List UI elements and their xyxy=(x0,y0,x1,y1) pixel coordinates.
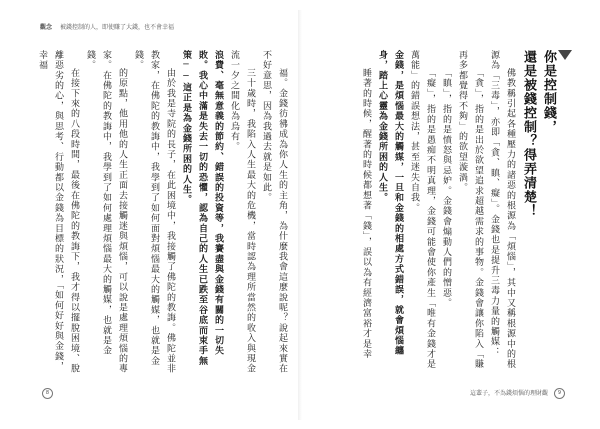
emphasis-paragraph: 浪費、毫無意義的節約、錯誤的投資等，我賽盡與金錢有關的一切失敗。我心中滿是失去一切的恐懼，認為自己的人生已跌至谷底而束手無策──這正是為金錢所困的人生。 xyxy=(181,50,223,367)
paragraph: 「癡」，指的是愚痴不明真理，金錢可能會使你產生「唯有金錢才是萬能」的錯誤想法，甚至迷失自我。 xyxy=(409,50,435,370)
left-page-footer xyxy=(38,388,53,399)
paragraph: 的原點，他用他的人生正面去接觸迷與煩惱，可以說是處理煩惱的專家。在佛陀的教誨中，我學到了如何處理煩惱最大的觸媒，也就是金錢。 xyxy=(85,50,127,374)
paragraph: 佛教稱引起各種壓力的諸惡的根源為「煩惱」，其中又稱根源中的根源為「三毒」，亦即「貪、瞋、癡」。金錢也是提升三毒力量的觸媒： xyxy=(489,50,515,370)
right-page-body xyxy=(308,50,518,375)
paragraph: 「貪」，指的是出於欲望追求超越需求的事物。金錢會讓你陷入「賺再多都覺得不夠」的欲望漩渦。 xyxy=(457,50,483,370)
paragraph: 在接下來的八段時間，最後在佛陀的教誨下，我才得以擺脫困境、脫離惡劣的心，與思考、行動都以金錢為目標的狀況，「如何好好與金錢，幸福 xyxy=(37,50,79,374)
chapter-title: 被錢控制的人，即使賺了大錢，也不會幸福 xyxy=(59,24,174,31)
paragraph: 三十歲時，我陷入人生最大的危機，當時認為理所當然的收入與現金流一夕之間化為烏有。 xyxy=(229,50,255,374)
page-number: 8 xyxy=(42,388,53,399)
emphasis-paragraph: 金錢，是煩惱最大的觸媒，一旦和金錢的相處方式錯誤，就會煩惱纏身，踏上心靈為金錢所困的人生。 xyxy=(377,50,403,356)
right-page-footer xyxy=(470,388,565,399)
chapter-label: 觀念 xyxy=(40,24,53,31)
triangle-marker-icon xyxy=(558,50,572,60)
book-title: 這輩子，不為錢煩惱的理財觀 xyxy=(470,390,549,397)
page-number: 9 xyxy=(554,388,565,399)
running-header xyxy=(40,22,174,31)
section-title-line1: 你是控制錢， xyxy=(541,50,556,134)
paragraph: 睡著的時候，醒著的時候都想著「錢」，誤以為有經濟富裕才是幸 xyxy=(361,68,371,360)
paragraph: 福。金錢彷彿成為你人生的主角，為什麼我會這麼說呢？說起來實在不好意思，因為我過去就是如此。 xyxy=(261,50,287,374)
section-title xyxy=(522,50,572,350)
left-page-body xyxy=(37,50,290,375)
book-gutter xyxy=(298,10,302,420)
section-title-line2: 還是被錢控制？得弄清楚！ xyxy=(521,50,536,218)
paragraph: 由於我是寺院的長子，在此困境中，我接觸了佛陀的教誨。佛陀並非教家，在佛陀的教誨中，我學到了如何面對煩惱最大的觸媒，也就是金錢。 xyxy=(133,50,175,374)
paragraph: 「瞋」，指的是憤怒與忌妒。金錢會煽動人們的憎惡。 xyxy=(441,68,451,309)
